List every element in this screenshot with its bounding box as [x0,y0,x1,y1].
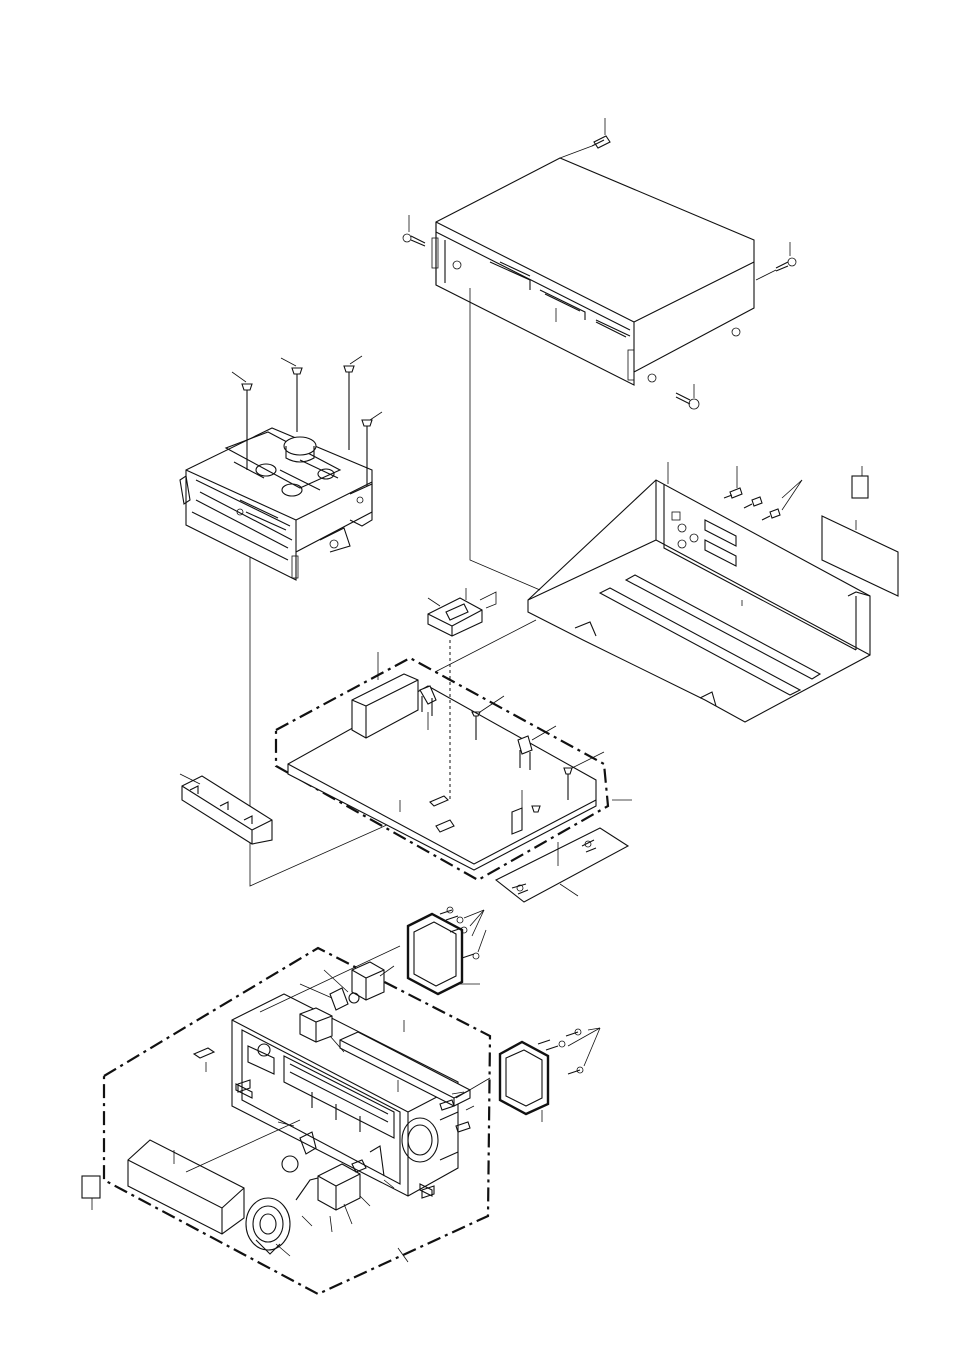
top-cover-screw-left [403,215,425,246]
top-cover [432,158,754,385]
top-cover-screw-right [756,242,796,280]
label-sticker-front [82,1176,100,1210]
pcb-bracket [428,588,496,636]
label-sticker-small [852,466,868,498]
jog-knob [246,1198,290,1256]
deck-mechanism [180,428,372,580]
bottom-chassis [528,462,870,722]
chassis-screws [724,466,802,520]
top-cover-screw-bottom [676,384,699,409]
top-cover-screw-top [560,118,610,158]
jack-bracket-lower [456,1028,600,1122]
guide-rail [180,774,272,844]
button-cluster-top [300,962,394,1010]
